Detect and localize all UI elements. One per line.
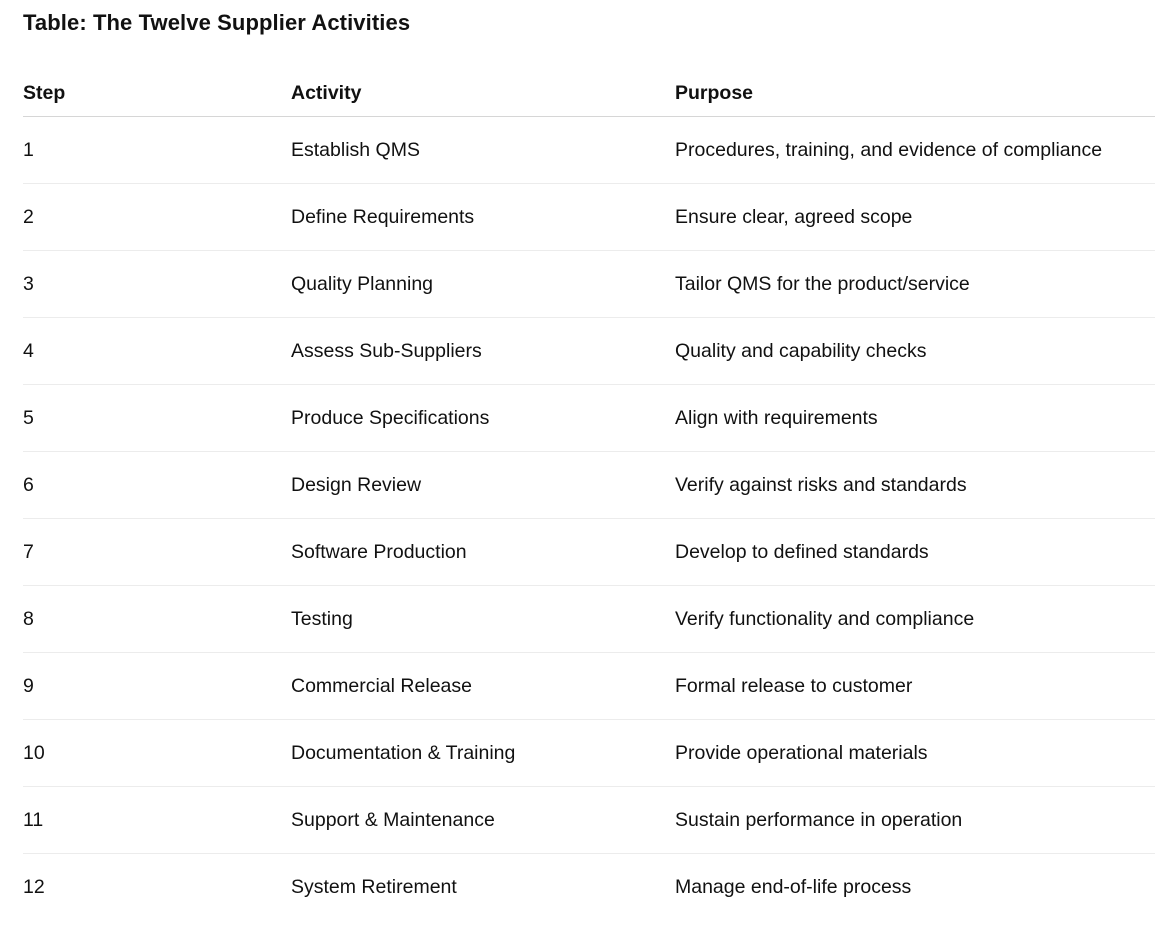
cell-step: 10 xyxy=(23,720,291,787)
cell-activity: Establish QMS xyxy=(291,117,675,184)
header-purpose: Purpose xyxy=(675,71,1155,117)
cell-purpose: Manage end-of-life process xyxy=(675,875,912,898)
cell-activity: Documentation & Training xyxy=(291,720,675,787)
cell-purpose: Procedures, training, and evidence of compliance xyxy=(675,117,1155,184)
table-row xyxy=(23,854,1155,921)
cell-step: 6 xyxy=(23,452,291,519)
table-row xyxy=(23,251,1155,318)
table-row xyxy=(23,318,1155,385)
table-row xyxy=(23,653,1155,720)
cell-purpose: Align with requirements xyxy=(675,385,1155,452)
cell-activity: Software Production xyxy=(291,519,675,586)
cell-purpose: Sustain performance in operation xyxy=(675,787,1155,854)
cell-purpose: Verify functionality and compliance xyxy=(675,586,1155,653)
header-step: Step xyxy=(23,71,291,117)
table-row xyxy=(23,184,1155,251)
cell-purpose: Provide operational materials xyxy=(675,720,1155,787)
table-row xyxy=(23,586,1155,653)
cell-step: 4 xyxy=(23,318,291,385)
cell-activity: Support & Maintenance xyxy=(291,787,675,854)
cell-activity: Produce Specifications xyxy=(291,385,675,452)
cell-activity: Quality Planning xyxy=(291,251,675,318)
cell-activity: Define Requirements xyxy=(291,184,675,251)
table-row xyxy=(23,117,1155,184)
cell-purpose: Formal release to customer xyxy=(675,653,1155,720)
cell-step: 3 xyxy=(23,251,291,318)
cell-purpose: Quality and capability checks xyxy=(675,318,1155,385)
cell-activity: Commercial Release xyxy=(291,653,675,720)
cell-step: 5 xyxy=(23,385,291,452)
cell-step: 2 xyxy=(23,184,291,251)
header-activity: Activity xyxy=(291,71,675,117)
table-row xyxy=(23,720,1155,787)
cell-purpose: Develop to defined standards xyxy=(675,519,1155,586)
supplier-activities-table xyxy=(23,71,1155,920)
table-row xyxy=(23,787,1155,854)
table-row xyxy=(23,519,1155,586)
cell-purpose: Verify against risks and standards xyxy=(675,452,1155,519)
cell-step: 1 xyxy=(23,117,291,184)
cell-activity: System Retirement xyxy=(291,875,457,898)
cell-purpose: Ensure clear, agreed scope xyxy=(675,184,1155,251)
cell-step: 7 xyxy=(23,519,291,586)
cell-purpose: Tailor QMS for the product/service xyxy=(675,251,1155,318)
table-title: Table: The Twelve Supplier Activities xyxy=(23,10,411,35)
cell-activity: Assess Sub-Suppliers xyxy=(291,318,675,385)
table-header-row xyxy=(23,71,1155,117)
table-row xyxy=(23,452,1155,519)
table-row xyxy=(23,385,1155,452)
cell-step: 11 xyxy=(23,787,291,854)
cell-step: 9 xyxy=(23,653,291,720)
cell-step: 8 xyxy=(23,586,291,653)
cell-activity: Testing xyxy=(291,586,675,653)
cell-step: 12 xyxy=(23,875,45,898)
cell-activity: Design Review xyxy=(291,452,675,519)
